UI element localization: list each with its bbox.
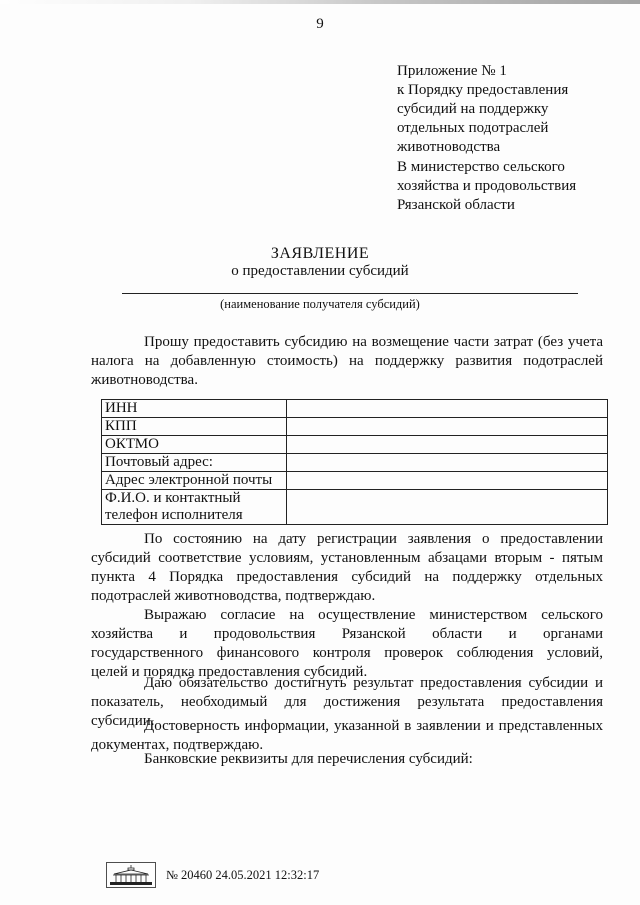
registration-number: № 20460 24.05.2021 12:32:17 (166, 867, 320, 882)
paragraph-line: налога на добавленную стоимость) на поддержку развития подотраслей (91, 353, 603, 369)
table-row (102, 472, 608, 490)
addressee-line: Рязанской области (397, 197, 515, 213)
row-value-inn[interactable] (287, 400, 608, 418)
paragraph-line: показатель, необходимый для достижения результата предоставления (91, 694, 603, 710)
document-title: ЗАЯВЛЕНИЕ (270, 245, 370, 262)
paragraph-line: По состоянию на дату регистрации заявления о предоставлении (144, 531, 603, 547)
row-label-oktmo: ОКТМО (102, 436, 287, 454)
paragraph-line: Выражаю согласие на осуществление министерством сельского (144, 607, 603, 623)
table-row (102, 454, 608, 472)
paragraph-line: целей и порядка предоставления субсидий. (91, 664, 368, 680)
row-label-inn: ИНН (102, 400, 287, 418)
government-building-seal-icon (106, 862, 156, 888)
conditions-paragraph (91, 530, 603, 606)
paragraph-line: Достоверность информации, указанной в заявлении и представленных (144, 718, 603, 734)
addressee-line: хозяйства и продовольствия (397, 178, 577, 194)
paragraph-line: Банковские реквизиты для перечисления субсидий: (144, 751, 473, 767)
recipient-name-line[interactable] (122, 293, 578, 294)
scan-edge-shadow (0, 0, 640, 4)
paragraph-line: Даю обязательство достигнуть результат предоставления субсидии и (144, 675, 603, 691)
paragraph-line: субсидий соответствие условиям, установленным абзацами вторым - пятым (91, 550, 603, 566)
row-value-oktmo[interactable] (287, 436, 608, 454)
table-row (102, 436, 608, 454)
row-label-kpp: КПП (102, 418, 287, 436)
paragraph-line: животноводства. (91, 372, 198, 388)
appendix-line: к Порядку предоставления (397, 82, 569, 98)
document-subtitle: о предоставлении субсидий (231, 263, 409, 279)
paragraph-line: подотраслей животноводства, подтверждаю. (91, 588, 376, 604)
table-row (102, 418, 608, 436)
row-value-contact-person[interactable] (287, 490, 608, 525)
row-value-kpp[interactable] (287, 418, 608, 436)
paragraph-line: документах, подтверждаю. (91, 737, 264, 753)
request-paragraph (91, 333, 603, 390)
row-label-contact-person (102, 490, 287, 525)
row-value-email[interactable] (287, 472, 608, 490)
paragraph-line: пункта 4 Порядка предоставления субсидий на поддержку отдельных (91, 569, 603, 585)
appendix-line: животноводства (397, 139, 501, 155)
paragraph-line: хозяйства и продовольствия Рязанской области и органами (91, 626, 603, 642)
appendix-reference (397, 62, 627, 157)
row-label-postal-address: Почтовый адрес: (102, 454, 287, 472)
label-line: Ф.И.О. и контактный (105, 490, 241, 506)
page-number: 9 (316, 16, 324, 32)
applicant-info-table (101, 399, 608, 525)
registration-footer (106, 862, 319, 888)
paragraph-line: Прошу предоставить субсидию на возмещение части затрат (без учета (144, 334, 603, 350)
table-row (102, 490, 608, 525)
row-label-email: Адрес электронной почты (102, 472, 287, 490)
addressee-block (397, 158, 627, 215)
addressee-line: В министерство сельского (397, 159, 565, 175)
paragraph-line: субсидии. (91, 713, 155, 729)
paragraph-line: государственного финансового контроля проверок соблюдения условий, (91, 645, 603, 661)
table-row (102, 400, 608, 418)
appendix-line: Приложение № 1 (397, 63, 507, 79)
appendix-line: отдельных подотраслей (397, 120, 549, 136)
label-line: телефон исполнителя (105, 507, 243, 523)
recipient-name-caption: (наименование получателя субсидий) (220, 297, 420, 311)
appendix-line: субсидий на поддержку (397, 101, 549, 117)
row-value-postal-address[interactable] (287, 454, 608, 472)
consent-paragraph (91, 606, 603, 682)
bank-details-paragraph (91, 750, 603, 769)
